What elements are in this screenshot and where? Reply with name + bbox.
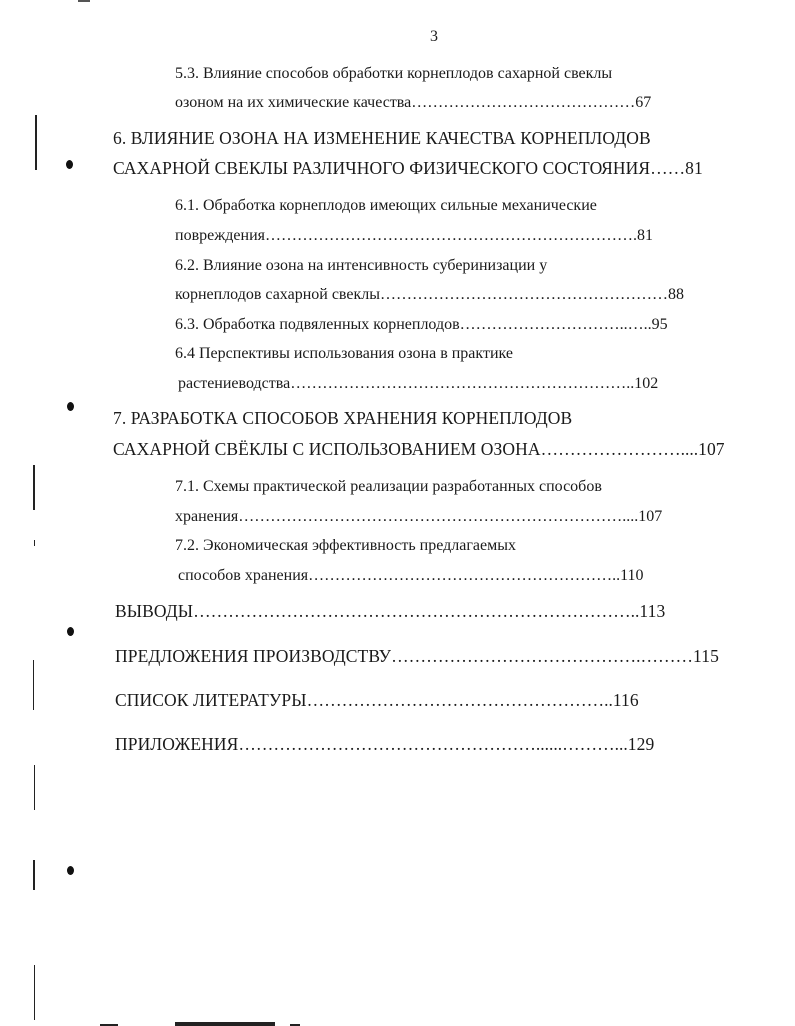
binder-hole-mark [67, 402, 74, 411]
toc-entry-title: САХАРНОЙ СВЕКЛЫ РАЗЛИЧНОГО ФИЗИЧЕСКОГО СОСТОЯНИЯ [113, 158, 651, 178]
toc-proposals [115, 646, 719, 666]
toc-leader-dots: ……………………………………………………………. [265, 227, 637, 244]
scan-margin-line [33, 660, 34, 710]
toc-entry-title: корнеплодов сахарной свеклы [175, 286, 380, 303]
toc-entry-7-2-line1: 7.2. Экономическая эффективность предлагаемых [175, 537, 516, 554]
scan-margin-line [34, 965, 35, 1020]
toc-appendices [115, 734, 654, 754]
toc-page-number: 88 [668, 286, 684, 303]
toc-entry-7-1-line2 [175, 507, 662, 527]
scan-bottom-bar [175, 1022, 275, 1026]
toc-entry-6-3 [175, 315, 668, 335]
toc-page-number: 115 [693, 646, 719, 666]
toc-entry-title: ПРЕДЛОЖЕНИЯ ПРОИЗВОДСТВУ [115, 646, 392, 666]
toc-page-number: 81 [685, 158, 703, 178]
page-number: 3 [430, 28, 438, 45]
toc-leader-dots: ………………………………………………………………….. [193, 601, 640, 621]
binder-hole-mark [67, 866, 74, 875]
toc-entry-title: хранения [175, 508, 239, 525]
toc-entry-6-4-line2 [178, 374, 658, 394]
toc-leader-dots: ……………………………………………......………... [238, 734, 628, 754]
toc-entry-6-2-line2 [175, 285, 684, 305]
toc-leader-dots: …………………………………… [411, 94, 636, 111]
toc-leader-dots: …………………………………….……… [391, 646, 694, 666]
toc-page-number: 116 [612, 690, 639, 710]
scan-margin-line [34, 765, 35, 810]
toc-chapter-6-line1: 6. ВЛИЯНИЕ ОЗОНА НА ИЗМЕНЕНИЕ КАЧЕСТВА КОРНЕПЛОДОВ [113, 128, 651, 148]
toc-references [115, 690, 639, 710]
toc-leader-dots: …………………………..….. [459, 316, 652, 333]
toc-page-number: 129 [627, 734, 655, 754]
toc-entry-5-3-line1: 5.3. Влияние способов обработки корнеплодов сахарной свеклы [175, 65, 613, 82]
toc-entry-6-2-line1: 6.2. Влияние озона на интенсивность суберинизации у [175, 257, 548, 274]
toc-page-number: 67 [635, 94, 652, 111]
scan-margin-line [33, 465, 35, 510]
toc-leader-dots: …… [650, 158, 686, 178]
toc-chapter-6-line2 [113, 158, 703, 178]
toc-entry-title: озоном на их химические качества [175, 94, 412, 111]
toc-leader-dots: …………………….... [540, 439, 699, 459]
toc-entry-title: растениеводства [178, 375, 291, 392]
scan-margin-line [35, 115, 37, 170]
toc-page-number: 107 [698, 439, 725, 459]
toc-entry-7-1-line1: 7.1. Схемы практической реализации разработанных способов [175, 478, 602, 495]
toc-page-number: 107 [638, 508, 663, 525]
toc-conclusions [115, 601, 665, 621]
toc-page-number: 95 [651, 316, 668, 333]
toc-entry-title: СПИСОК ЛИТЕРАТУРЫ [115, 690, 307, 710]
toc-entry-6-1-line2 [175, 226, 653, 246]
toc-page-number: 102 [634, 375, 659, 392]
toc-page-number: 113 [639, 601, 666, 621]
toc-leader-dots: ………………………………………………….. [308, 567, 621, 584]
toc-entry-title: 6.3. Обработка подвяленных корнеплодов [175, 316, 460, 333]
scan-margin-line [34, 540, 35, 546]
toc-entry-7-2-line2 [178, 566, 644, 586]
toc-entry-5-3-line2 [175, 93, 651, 113]
toc-leader-dots: …………………………………………….. [306, 690, 613, 710]
toc-entry-title: способов хранения [178, 567, 309, 584]
toc-entry-6-1-line1: 6.1. Обработка корнеплодов имеющих сильные механические [175, 197, 597, 214]
binder-hole-mark [66, 160, 73, 169]
toc-leader-dots: ……………………………………………………….. [290, 375, 635, 392]
toc-page-number: 81 [637, 227, 653, 244]
binder-hole-mark [67, 627, 74, 636]
toc-entry-title: повреждения [175, 227, 265, 244]
toc-leader-dots: ……………………………………………… [380, 286, 668, 303]
toc-page-number: 110 [620, 567, 644, 584]
scan-margin-line [33, 860, 35, 890]
toc-entry-title: ВЫВОДЫ [115, 601, 194, 621]
toc-chapter-7-line1: 7. РАЗРАБОТКА СПОСОБОВ ХРАНЕНИЯ КОРНЕПЛОДОВ [113, 408, 573, 428]
toc-entry-title: ПРИЛОЖЕНИЯ [115, 734, 239, 754]
toc-chapter-7-line2 [113, 439, 725, 459]
scan-top-tick [78, 0, 90, 2]
toc-entry-title: САХАРНОЙ СВЁКЛЫ С ИСПОЛЬЗОВАНИЕМ ОЗОНА [113, 439, 541, 459]
toc-entry-6-4-line1: 6.4 Перспективы использования озона в практике [175, 345, 513, 362]
toc-leader-dots: ……………………………………………………………….... [238, 508, 639, 525]
